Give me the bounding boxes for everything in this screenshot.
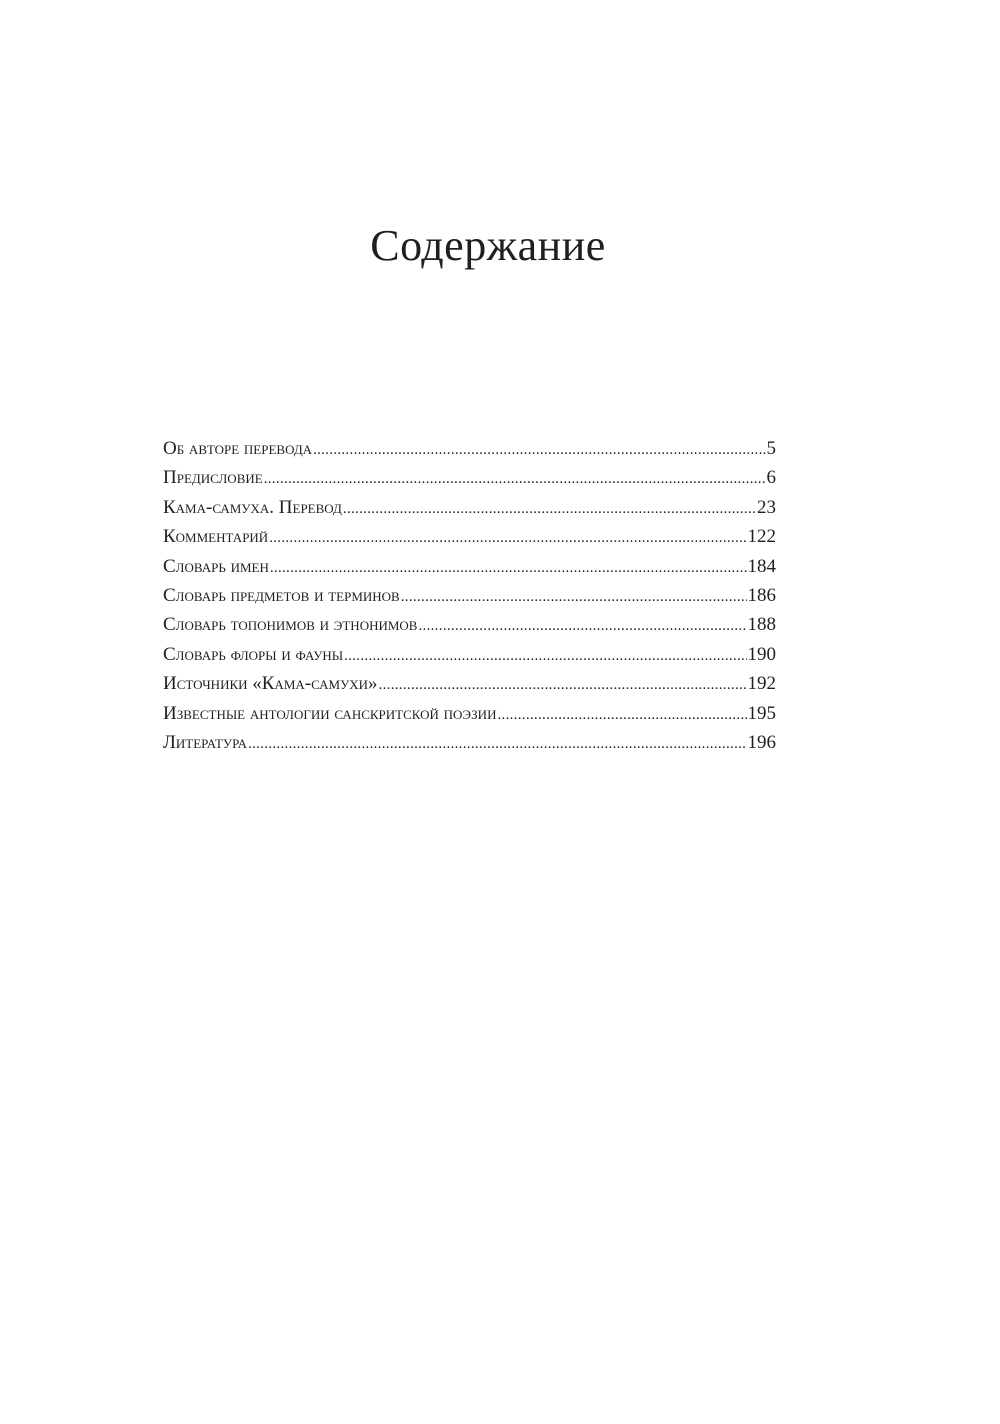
toc-entry-page: 184 <box>747 555 776 577</box>
toc-entry-page: 186 <box>747 584 776 606</box>
toc-entry-label: Словарь имен <box>163 555 269 577</box>
toc-entry-label: Об авторе перевода <box>163 438 313 459</box>
toc-entry-label: Словарь флоры и фауны <box>163 643 344 665</box>
toc-dot-leader <box>497 699 746 728</box>
toc-entry-label: Предисловие <box>163 467 263 489</box>
toc-entry-page: 190 <box>747 643 776 665</box>
page-title: Содержание <box>370 221 606 270</box>
toc-entry-label: Кама-самуха. Перевод <box>163 496 342 518</box>
toc-dot-leader <box>344 640 746 669</box>
toc-entry-page: 192 <box>747 673 776 695</box>
toc-entry[interactable] <box>163 552 776 581</box>
toc-entry-label: Известные антологии санскритской поэзии <box>163 702 497 724</box>
toc-entry-page: 6 <box>766 467 776 489</box>
toc-entry[interactable] <box>163 434 776 463</box>
toc-entry[interactable] <box>163 581 776 610</box>
toc-entry-page: 5 <box>766 438 776 459</box>
toc-entry[interactable] <box>163 610 776 639</box>
toc-dot-leader <box>401 581 747 610</box>
toc-entry-page: 195 <box>747 702 776 724</box>
toc-entry-label: Литература <box>163 731 248 753</box>
toc-dot-leader <box>343 493 756 522</box>
toc-dot-leader <box>418 610 746 639</box>
toc-entry[interactable] <box>163 699 776 728</box>
toc-entry[interactable] <box>163 493 776 522</box>
table-of-contents <box>163 434 776 757</box>
toc-dot-leader <box>379 669 747 698</box>
toc-entry[interactable] <box>163 640 776 669</box>
toc-entry-page: 196 <box>747 731 776 753</box>
toc-entry-label: Словарь топонимов и этнонимов <box>163 614 418 636</box>
toc-entry-page: 188 <box>747 614 776 636</box>
toc-entry-page: 122 <box>747 526 776 548</box>
toc-entry[interactable] <box>163 669 776 698</box>
toc-entry[interactable] <box>163 522 776 551</box>
toc-entry-label: Комментарий <box>163 526 269 548</box>
toc-dot-leader <box>313 434 765 463</box>
toc-dot-leader <box>264 463 766 492</box>
toc-entry-page: 23 <box>757 496 776 518</box>
toc-entry-label: Словарь предметов и терминов <box>163 584 400 606</box>
toc-dot-leader <box>269 522 746 551</box>
toc-entry[interactable] <box>163 463 776 492</box>
toc-entry[interactable] <box>163 728 776 757</box>
toc-dot-leader <box>248 728 746 757</box>
toc-entry-label: Источники «Кама-самухи» <box>163 673 378 695</box>
toc-dot-leader <box>270 552 747 581</box>
